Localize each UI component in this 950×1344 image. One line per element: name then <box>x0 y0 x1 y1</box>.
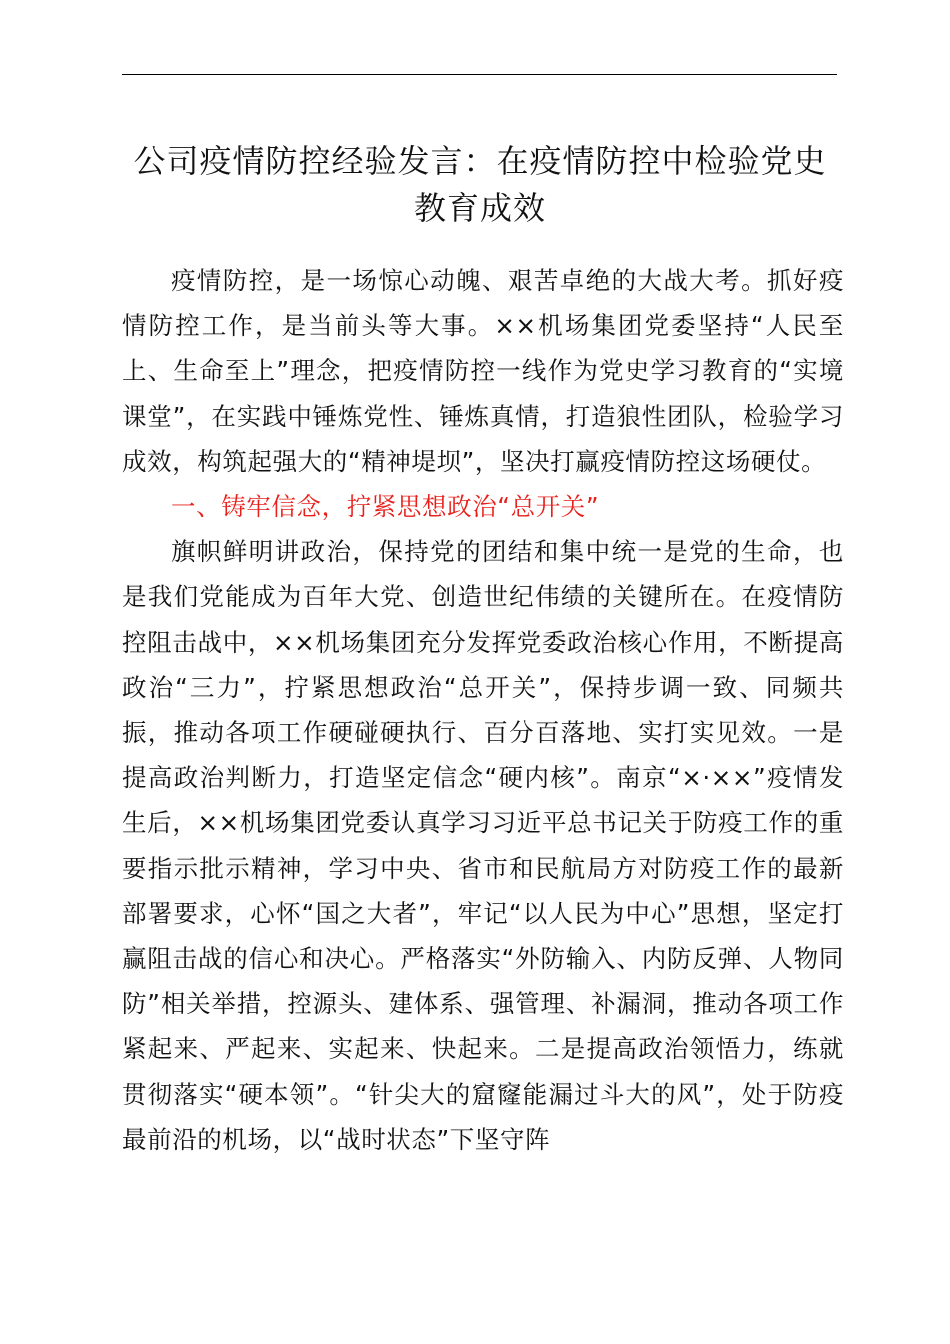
section-1-paragraph: 旗帜鲜明讲政治，保持党的团结和集中统一是党的生命，也是我们党能成为百年大党、创造世纪伟绩的关键所在。在疫情防控阻击战中，××机场集团充分发挥党委政治核心作用，不断提高政治“三力”，拧紧思想政治“总开关”，保持步调一致、同频共振，推动各项工作硬碰硬执行、百分百落地、实打实见效。一是提高政治判断力，打造坚定信念“硬内核”。南京“×·××”疫情发生后，××机场集团党委认真学习习近平总书记关于防疫工作的重要指示批示精神，学习中央、省市和民航局方对防疫工作的最新部署要求，心怀“国之大者”，牢记“以人民为中心”思想，坚定打赢阻击战的信心和决心。严格落实“外防输入、内防反弹、人物同防”相关举措，控源头、建体系、强管理、补漏洞，推动各项工作紧起来、严起来、实起来、快起来。二是提高政治领悟力，练就贯彻落实“硬本领”。“针尖大的窟窿能漏过斗大的风”，处于防疫最前沿的机场，以“战时状态”下坚守阵 <box>122 537 844 1154</box>
section-1-heading: 一、铸牢信念，拧紧思想政治“总开关” <box>171 492 600 522</box>
intro-paragraph: 疫情防控，是一场惊心动魄、艰苦卓绝的大战大考。抓好疫情防控工作，是当前头等大事。××机场集团党委坚持“人民至上、生命至上”理念，把疫情防控一线作为党史学习教育的“实境课堂”，在实践中锤炼党性、锤炼真情，打造狼性团队，检验学习成效，构筑起强大的“精神堤坝”，坚决打赢疫情防控这场硬仗。 <box>122 266 844 476</box>
document-body <box>122 258 844 1162</box>
document-title: 公司疫情防控经验发言：在疫情防控中检验党史教育成效 <box>133 142 827 227</box>
header-rule <box>122 74 837 75</box>
